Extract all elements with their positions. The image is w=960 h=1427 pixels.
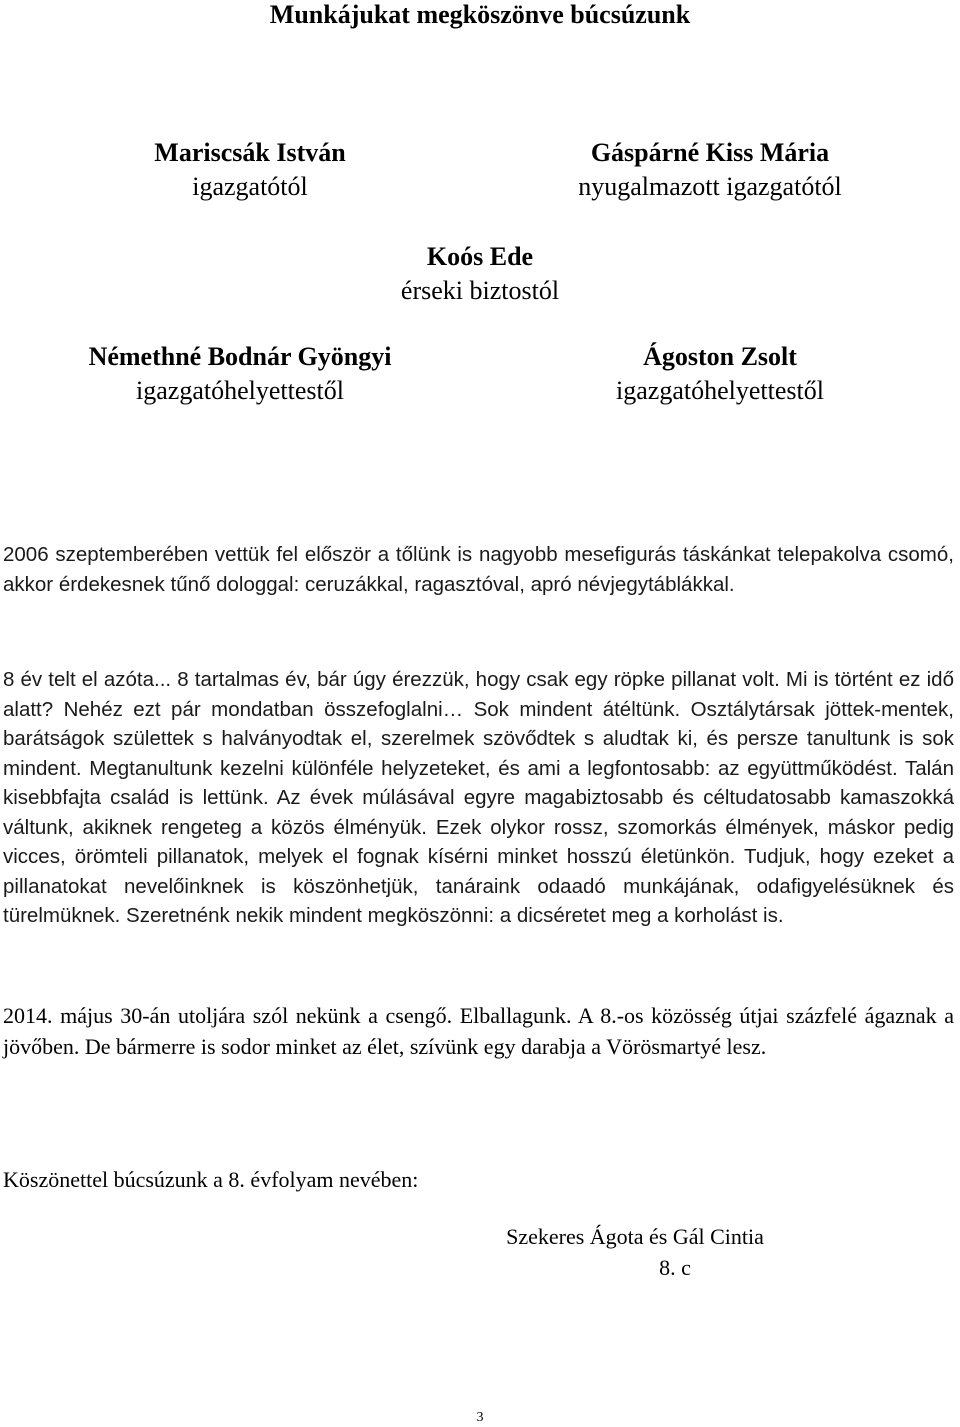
- person-block: [500, 136, 920, 204]
- paragraph: 2006 szeptemberében vettük fel először a tőlünk is nagyobb mesefigurás táskánkat telepakolva csomó, akkor érdekesnek tűnő dologgal: ceruzákkal, ragasztóval, apró névjegytáblákkal.: [3, 543, 954, 596]
- paragraph: 2014. május 30-án utoljára szól nekünk a csengő. Elballagunk. A 8.-os közösség útjai százfelé ágaznak a jövőben. De bármerre is sodor minket az élet, szívünk egy darabja a Vörösmartyé lesz.: [3, 1003, 954, 1059]
- person-role: érseki biztostól: [400, 276, 560, 305]
- person-block: [270, 240, 690, 308]
- signature-block: [440, 1221, 830, 1283]
- person-name: Mariscsák István: [154, 138, 346, 167]
- class-label: 8. c: [659, 1255, 691, 1280]
- person-block: [510, 340, 930, 408]
- person-role: nyugalmazott igazgatótól: [578, 172, 842, 201]
- person-role: igazgatótól: [192, 172, 308, 201]
- page-number: 3: [476, 1410, 484, 1425]
- person-name: Gáspárné Kiss Mária: [590, 138, 830, 167]
- person-role: igazgatóhelyettestől: [616, 376, 824, 405]
- person-role: igazgatóhelyettestől: [136, 376, 344, 405]
- person-block: [40, 136, 460, 204]
- person-name: Némethné Bodnár Gyöngyi: [88, 342, 392, 371]
- signer-names: Szekeres Ágota és Gál Cintia: [506, 1224, 764, 1249]
- person-name: Koós Ede: [426, 242, 534, 271]
- person-name: Ágoston Zsolt: [643, 342, 797, 371]
- paragraph: 8 év telt el azóta... 8 tartalmas év, bár úgy érezzük, hogy csak egy röpke pillanat volt. Mi is történt ez idő alatt? Nehéz ezt pár mondatban összefoglalni… Sok mindent átéltünk. Osztálytársak jöttek-mentek, barátságok születtek s halványodtak el, szerelmek szövődtek s aludtak ki, és persze tanultunk is sok mindent. Megtanultunk kezelni különféle helyzeteket, és ami a legfontosabb: az együttműködést. Talán kisebbfajta család is lettünk. Az évek múlásával egyre magabiztosabb és céltudatosabb kamaszokká váltunk, akiknek rengeteg a közös élményük. Ezek olykor rossz, szomorkás élmények, máskor pedig vicces, örömteli pillanatok, melyek el fognak kísérni minket hosszú életünkön. Tudjuk, hogy ezeket a pillanatokat nevelőinknek is köszönhetjük, tanáraink odaadó munkájának, odafigyelésüknek és türelmüknek. Szeretnénk nekik mindent megköszönni: a dicséretet meg a korholást is.: [3, 668, 954, 927]
- page-title: Munkájukat megköszönve búcsúzunk: [269, 0, 691, 29]
- closing-line: Köszönettel búcsúzunk a 8. évfolyam nevében:: [3, 1167, 419, 1192]
- person-block: [30, 340, 450, 408]
